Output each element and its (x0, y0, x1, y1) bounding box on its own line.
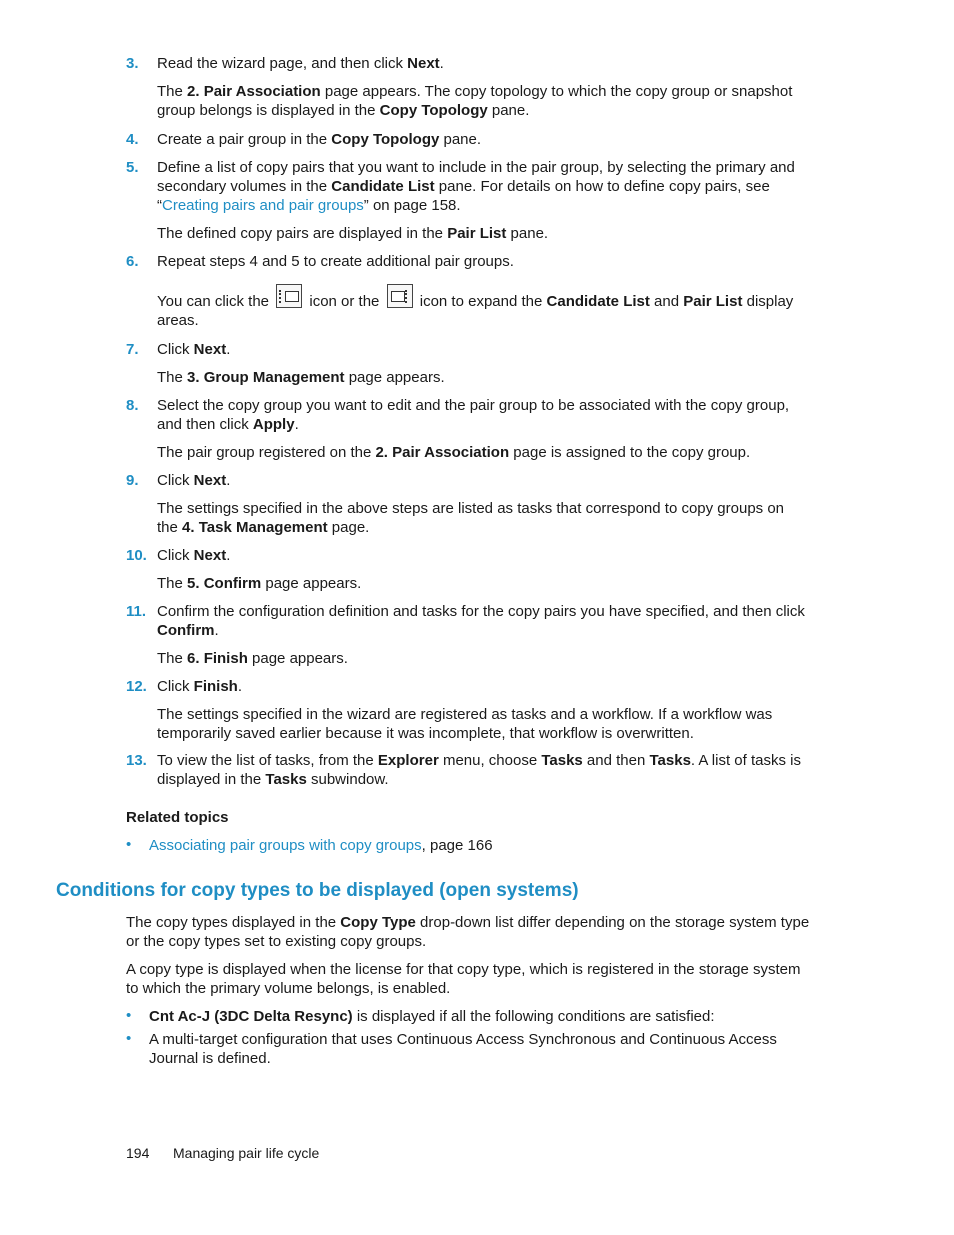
candidate-list-expand-icon (276, 284, 302, 308)
condition-item: A multi-target configuration that uses Continuous Access Synchronous and Continuous Access Journal is defined. (149, 1031, 777, 1067)
step-13-text: To view the list of tasks, from the Explorer menu, choose Tasks and then Tasks. A list of tasks is displayed in the Tasks subwindow. (157, 752, 801, 788)
bullet-marker: • (126, 836, 132, 853)
step-11-note: The 6. Finish page appears. (157, 650, 348, 667)
bullet-marker: • (126, 1007, 132, 1024)
section-paragraph-2: A copy type is displayed when the license for that copy type, which is registered in the storage system to which the primary volume belongs, is enabled. (126, 961, 801, 997)
step-number: 3. (126, 55, 139, 72)
section-paragraph-1: The copy types displayed in the Copy Type drop-down list differ depending on the storage system type or the copy types set to existing copy groups. (126, 914, 810, 950)
step-9-note: The settings specified in the above steps are listed as tasks that correspond to copy groups on the 4. Task Management page. (157, 500, 785, 536)
step-6-note: You can click the icon or the icon to expand the Candidate List and Pair List display areas. (157, 284, 807, 330)
step-8-text: Select the copy group you want to edit and the pair group to be associated with the copy group, and then click Apply. (157, 397, 790, 433)
page-number: 194 (126, 1145, 150, 1161)
pair-list-expand-icon (387, 284, 413, 308)
step-6-text: Repeat steps 4 and 5 to create additional pair groups. (157, 253, 514, 270)
related-topic-item: Associating pair groups with copy groups, page 166 (149, 837, 493, 854)
step-8-note: The pair group registered on the 2. Pair Association page is assigned to the copy group. (157, 444, 751, 461)
step-number: 6. (126, 253, 139, 270)
creating-pairs-link[interactable]: Creating pairs and pair groups (162, 197, 364, 214)
step-10-text: Click Next. (157, 547, 231, 564)
associating-pair-groups-link[interactable]: Associating pair groups with copy groups (149, 837, 422, 854)
step-number: 11. (126, 603, 147, 620)
step-3-note: The 2. Pair Association page appears. The copy topology to which the copy group or snapshot group belongs is displayed in the Copy Topology pane. (157, 83, 793, 119)
step-number: 7. (126, 341, 139, 358)
step-12-text: Click Finish. (157, 678, 243, 695)
condition-item: Cnt Ac-J (3DC Delta Resync) is displayed if all the following conditions are satisfied: (149, 1008, 715, 1025)
step-9-text: Click Next. (157, 472, 231, 489)
step-11-text: Confirm the configuration definition and tasks for the copy pairs you have specified, and then click Confirm. (157, 603, 805, 639)
step-7-text: Click Next. (157, 341, 231, 358)
step-4-text: Create a pair group in the Copy Topology pane. (157, 131, 482, 148)
step-10-note: The 5. Confirm page appears. (157, 575, 362, 592)
step-number: 12. (126, 678, 147, 695)
step-5-note: The defined copy pairs are displayed in the Pair List pane. (157, 225, 549, 242)
step-number: 10. (126, 547, 147, 564)
related-topics-heading: Related topics (126, 809, 229, 826)
step-number: 13. (126, 752, 147, 769)
step-number: 9. (126, 472, 139, 489)
step-number: 5. (126, 159, 139, 176)
step-7-note: The 3. Group Management page appears. (157, 369, 445, 386)
bullet-marker: • (126, 1030, 132, 1047)
step-5-text: Define a list of copy pairs that you want to include in the pair group, by selecting the primary and secondary volumes in the Candidate List pane. For details on how to define copy pairs, see “Creating pairs and pair groups” on page 158. (157, 159, 795, 214)
step-3-text: Read the wizard page, and then click Next. (157, 55, 444, 72)
step-12-note: The settings specified in the wizard are registered as tasks and a workflow. If a workflow was temporarily saved earlier because it was incomplete, that workflow is overwritten. (157, 706, 773, 742)
footer-title: Managing pair life cycle (173, 1145, 320, 1161)
step-number: 8. (126, 397, 139, 414)
step-number: 4. (126, 131, 139, 148)
section-heading: Conditions for copy types to be displayed (open systems) (56, 880, 579, 901)
